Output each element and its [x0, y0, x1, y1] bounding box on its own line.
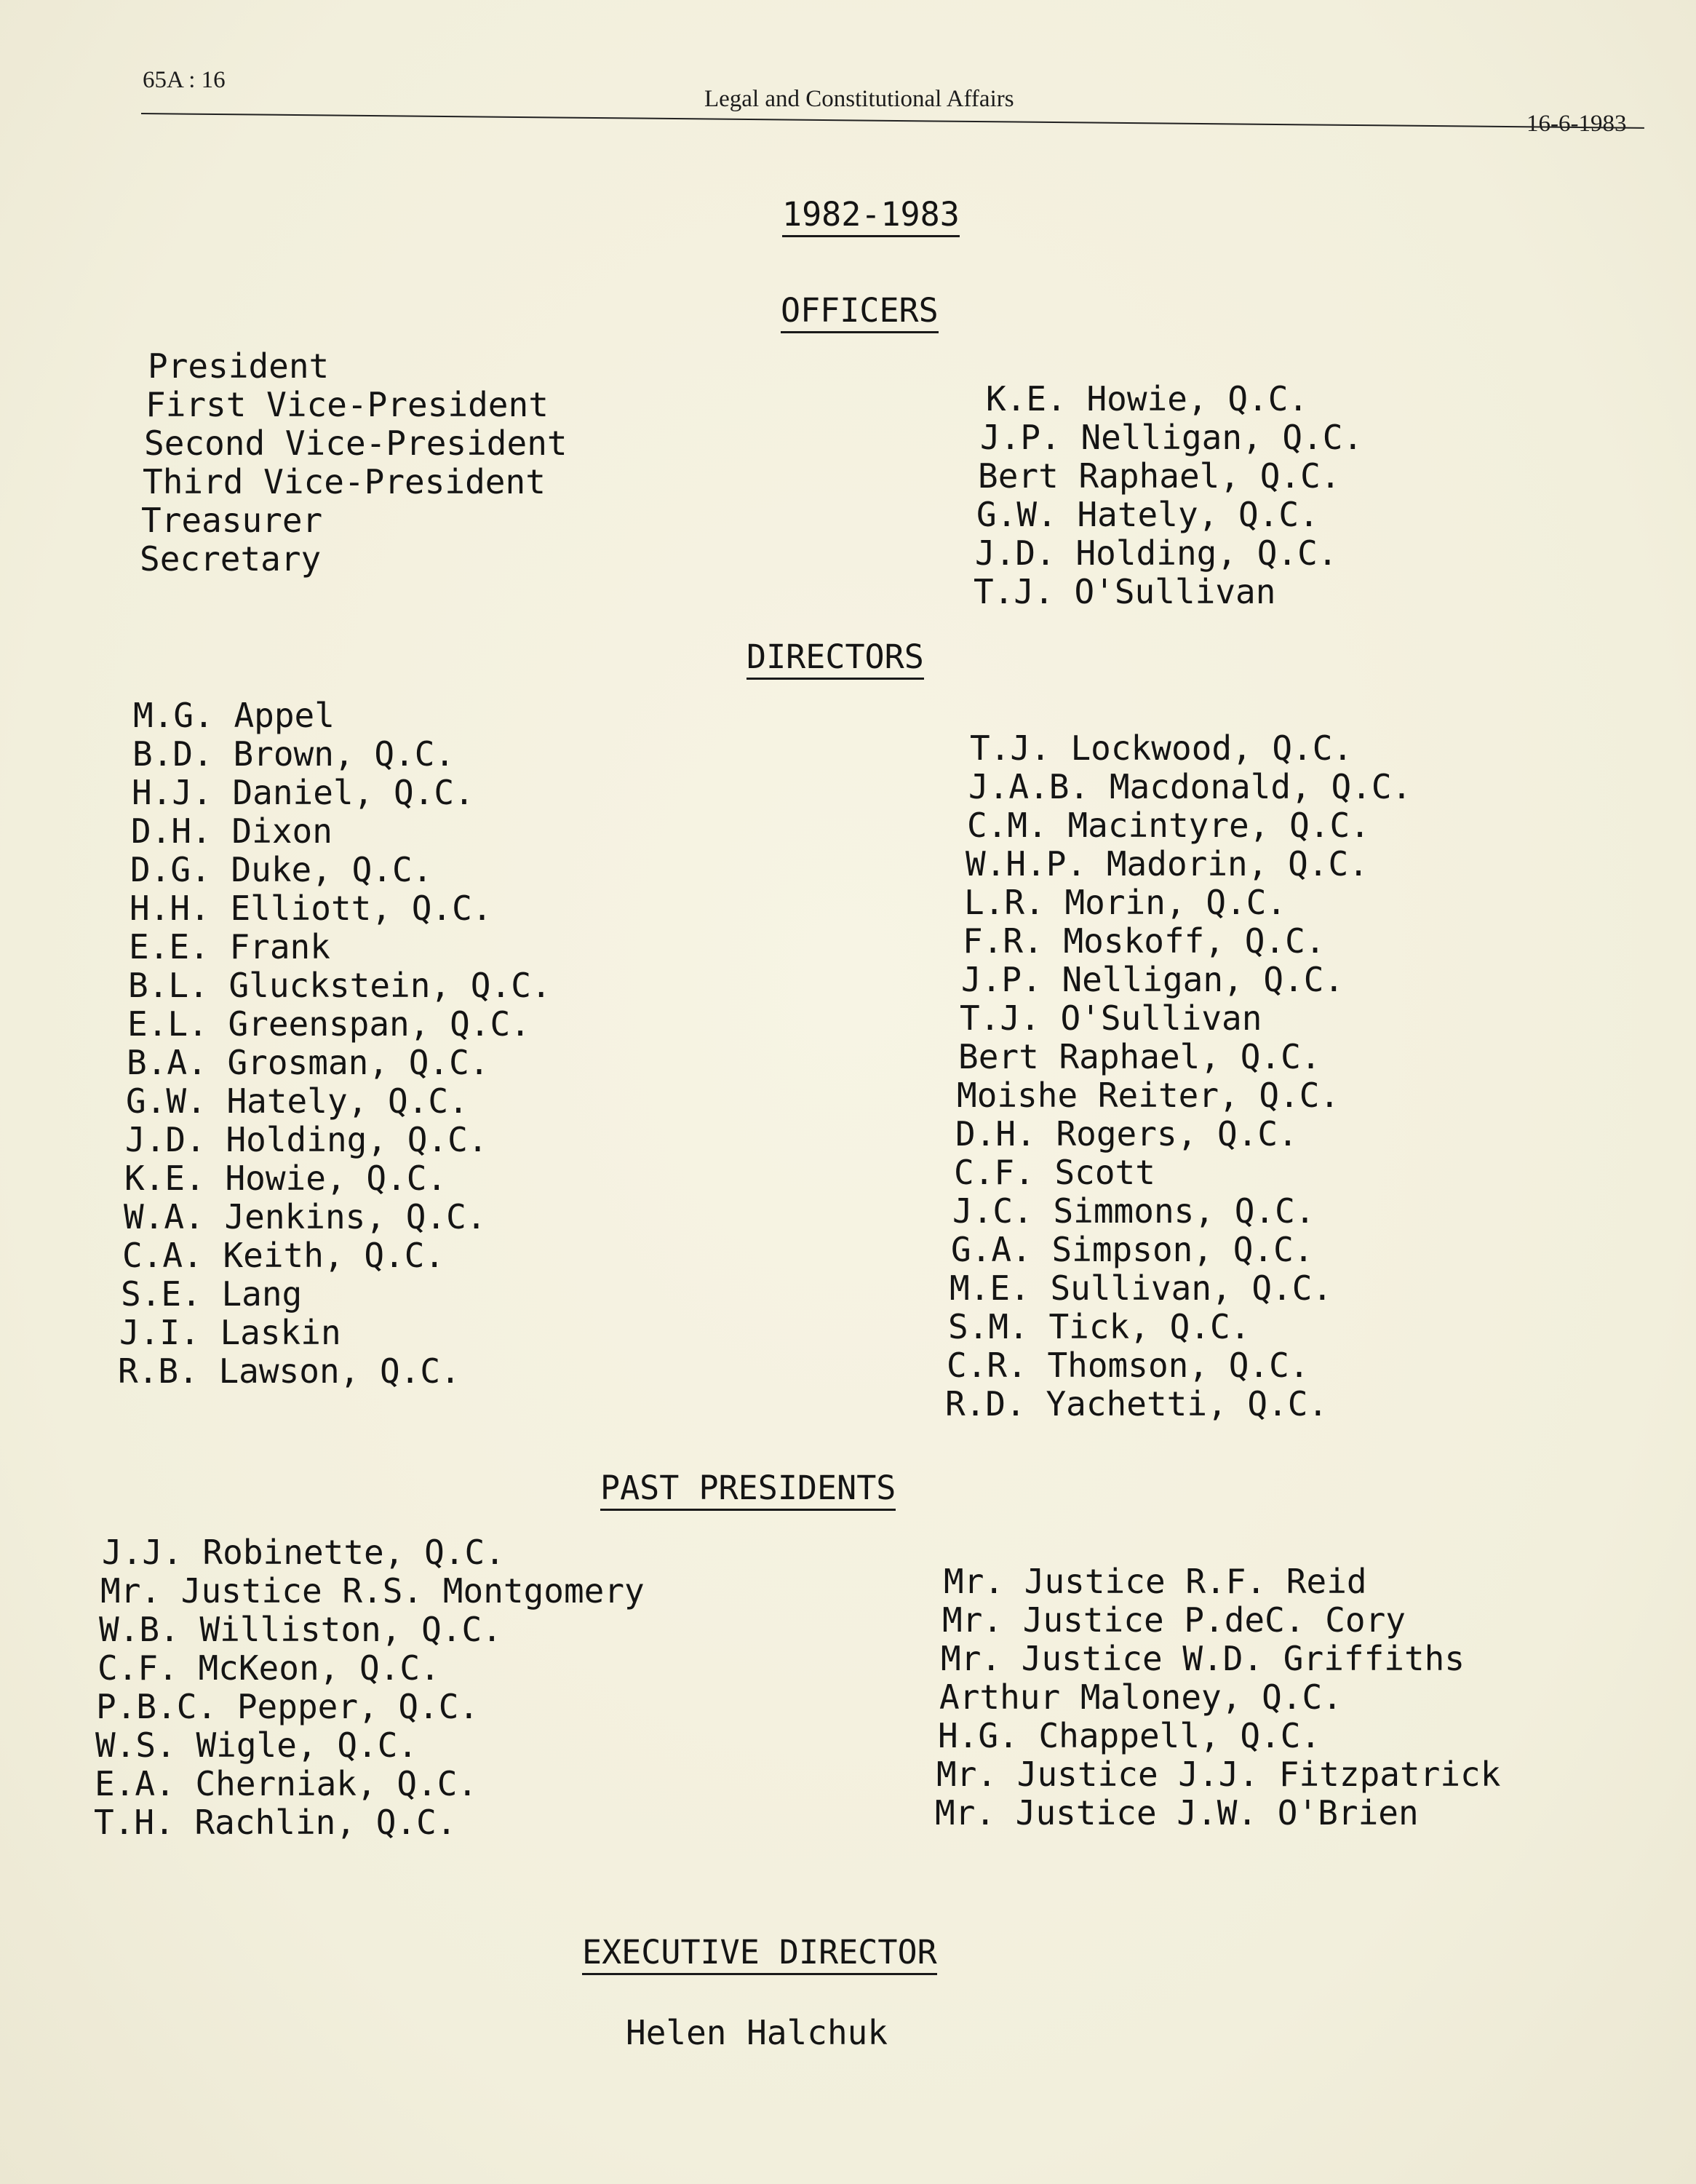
officer-name: J.D. Holding, Q.C.	[975, 533, 1338, 573]
director-name: E.L. Greenspan, Q.C.	[127, 1004, 530, 1044]
director-name: M.E. Sullivan, Q.C.	[949, 1268, 1333, 1308]
officer-name: K.E. Howie, Q.C.	[986, 379, 1309, 418]
director-name: T.J. O'Sullivan	[960, 998, 1262, 1038]
past-president-name: Mr. Justice P.deC. Cory	[942, 1600, 1406, 1640]
past-president-name: W.B. Williston, Q.C.	[99, 1610, 502, 1649]
officers-heading: OFFICERS	[781, 294, 939, 333]
director-name: J.D. Holding, Q.C.	[125, 1120, 488, 1159]
director-name: G.W. Hately, Q.C.	[126, 1081, 469, 1121]
officer-name: J.P. Nelligan, Q.C.	[980, 418, 1363, 457]
director-name: J.C. Simmons, Q.C.	[952, 1191, 1315, 1231]
director-name: D.H. Dixon	[131, 811, 333, 851]
director-name: E.E. Frank	[129, 927, 330, 966]
director-name: Moishe Reiter, Q.C.	[957, 1076, 1340, 1115]
header-date: 16-6-1983	[1526, 111, 1627, 137]
director-name: T.J. Lockwood, Q.C.	[970, 728, 1353, 768]
director-name: S.M. Tick, Q.C.	[948, 1307, 1251, 1346]
officer-name: Bert Raphael, Q.C.	[978, 456, 1341, 496]
page-reference: 65A : 16	[143, 67, 226, 93]
director-name: C.F. Scott	[954, 1153, 1155, 1192]
director-name: F.R. Moskoff, Q.C.	[963, 921, 1326, 961]
past-president-name: Mr. Justice J.W. O'Brien	[935, 1793, 1419, 1832]
past-president-name: T.H. Rachlin, Q.C.	[94, 1803, 457, 1842]
journal-title: Legal and Constitutional Affairs	[704, 86, 1014, 112]
past-president-name: Mr. Justice J.J. Fitzpatrick	[936, 1755, 1501, 1794]
director-name: J.I. Laskin	[119, 1313, 341, 1352]
director-name: B.L. Gluckstein, Q.C.	[128, 966, 552, 1005]
director-name: R.D. Yachetti, Q.C.	[945, 1384, 1329, 1423]
directors-heading: DIRECTORS	[747, 640, 924, 680]
past-president-name: H.G. Chappell, Q.C.	[938, 1716, 1321, 1755]
director-name: R.B. Lawson, Q.C.	[118, 1351, 461, 1391]
officer-name: G.W. Hately, Q.C.	[976, 495, 1319, 534]
director-name: K.E. Howie, Q.C.	[124, 1159, 447, 1198]
director-name: W.A. Jenkins, Q.C.	[124, 1197, 487, 1236]
past-president-name: E.A. Cherniak, Q.C.	[95, 1764, 478, 1803]
officer-name: T.J. O'Sullivan	[974, 572, 1276, 611]
officer-role: Second Vice-President	[144, 424, 568, 463]
officer-role: First Vice-President	[146, 385, 549, 424]
executive-director-heading: EXECUTIVE DIRECTOR	[582, 1936, 937, 1975]
director-name: J.P. Nelligan, Q.C.	[961, 960, 1345, 999]
director-name: G.A. Simpson, Q.C.	[951, 1230, 1314, 1269]
director-name: C.A. Keith, Q.C.	[122, 1236, 445, 1275]
past-president-name: Arthur Maloney, Q.C.	[939, 1677, 1342, 1717]
director-name: C.R. Thomson, Q.C.	[947, 1346, 1310, 1385]
past-president-name: J.J. Robinette, Q.C.	[102, 1533, 505, 1572]
director-name: B.A. Grosman, Q.C.	[127, 1043, 490, 1082]
director-name: L.R. Morin, Q.C.	[964, 883, 1287, 922]
past-president-name: Mr. Justice R.S. Montgomery	[100, 1571, 645, 1611]
director-name: M.G. Appel	[133, 696, 335, 735]
year-title: 1982-1983	[782, 198, 960, 237]
past-president-name: W.S. Wigle, Q.C.	[95, 1726, 418, 1765]
director-name: Bert Raphael, Q.C.	[958, 1037, 1321, 1076]
past-presidents-heading: PAST PRESIDENTS	[600, 1472, 896, 1511]
director-name: H.H. Elliott, Q.C.	[130, 889, 493, 928]
past-president-name: Mr. Justice W.D. Griffiths	[941, 1639, 1465, 1678]
officer-role: Secretary	[140, 539, 322, 579]
past-president-name: Mr. Justice R.F. Reid	[944, 1562, 1367, 1601]
officer-role: Treasurer	[141, 501, 323, 540]
director-name: B.D. Brown, Q.C.	[132, 734, 455, 774]
director-name: H.J. Daniel, Q.C.	[132, 773, 474, 812]
officer-role: Third Vice-President	[143, 462, 546, 501]
past-president-name: C.F. McKeon, Q.C.	[97, 1648, 440, 1688]
director-name: J.A.B. Macdonald, Q.C.	[968, 767, 1412, 806]
director-name: S.E. Lang	[121, 1274, 303, 1314]
director-name: W.H.P. Madorin, Q.C.	[966, 844, 1369, 883]
director-name: C.M. Macintyre, Q.C.	[967, 806, 1370, 845]
director-name: D.H. Rogers, Q.C.	[955, 1114, 1298, 1153]
executive-director-name: Helen Halchuk	[626, 2013, 888, 2052]
director-name: D.G. Duke, Q.C.	[130, 850, 433, 889]
past-president-name: P.B.C. Pepper, Q.C.	[96, 1687, 479, 1726]
officer-role: President	[148, 346, 330, 386]
